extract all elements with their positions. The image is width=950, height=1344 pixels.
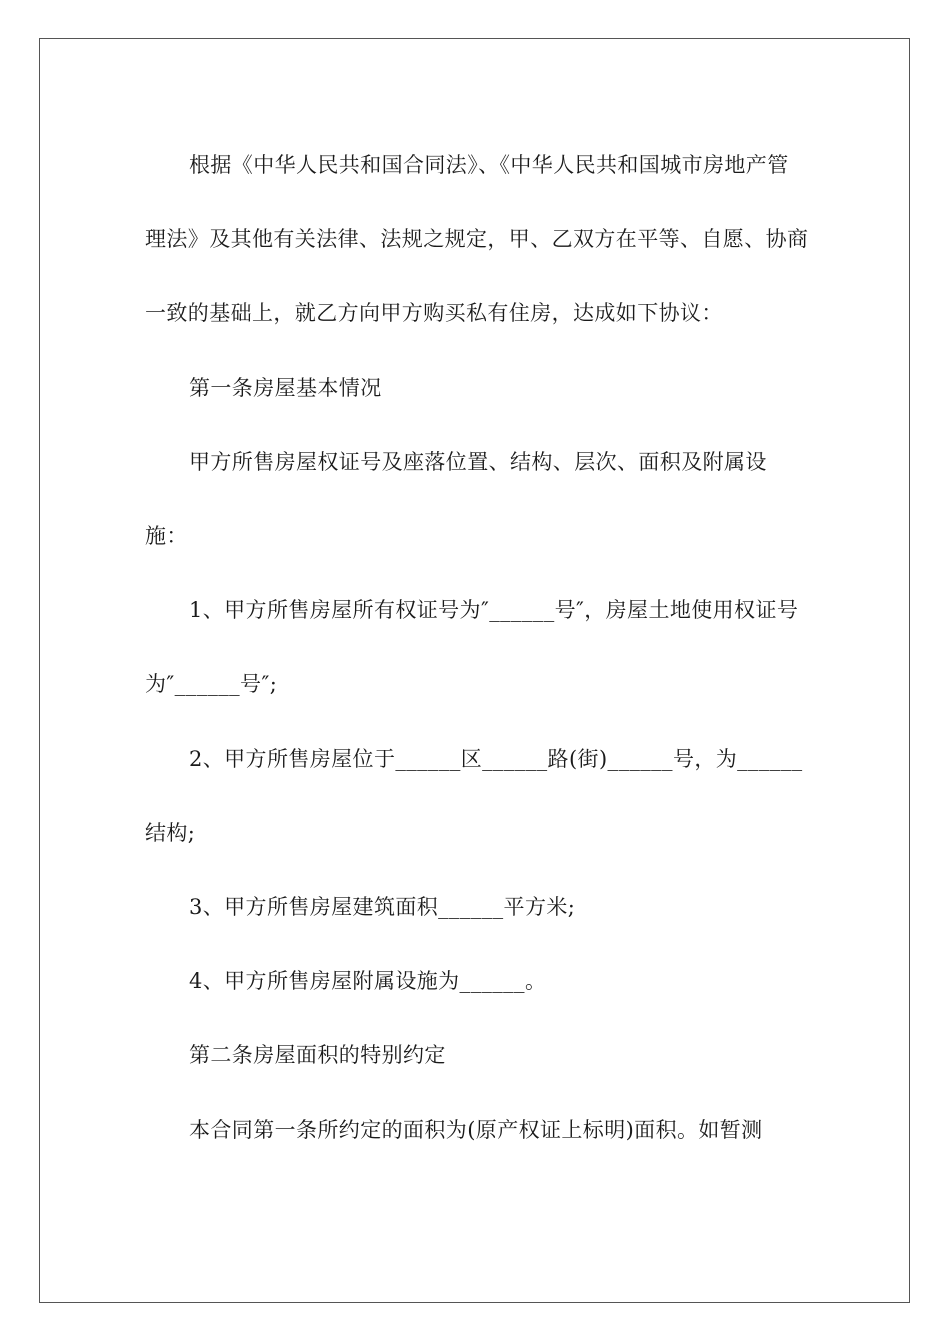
article-1-item-2: 2、甲方所售房屋位于______区______路(街)______号，为______结构;: [145, 746, 803, 845]
article-1-heading: 第一条房屋基本情况: [189, 375, 382, 400]
preamble-paragraph: 根据《中华人民共和国合同法》、《中华人民共和国城市房地产管理法》及其他有关法律、法规之规定，甲、乙双方在平等、自愿、协商一致的基础上，就乙方向甲方购买私有住房，达成如下协议：: [145, 153, 809, 326]
contract-body: [145, 128, 809, 1167]
article-1-item-1: 1、甲方所售房屋所有权证号为″______号″，房屋土地使用权证号为″______号″;: [145, 598, 799, 697]
article-1-item-4: 4、甲方所售房屋附属设施为______。: [189, 969, 547, 994]
article-2-heading: 第二条房屋面积的特别约定: [189, 1043, 446, 1068]
article-2-paragraph: 本合同第一条所约定的面积为(原产权证上标明)面积。如暂测: [189, 1117, 763, 1142]
article-1-item-3: 3、甲方所售房屋建筑面积______平方米;: [189, 895, 576, 920]
article-1-intro: 甲方所售房屋权证号及座落位置、结构、层次、面积及附属设施：: [145, 449, 767, 549]
